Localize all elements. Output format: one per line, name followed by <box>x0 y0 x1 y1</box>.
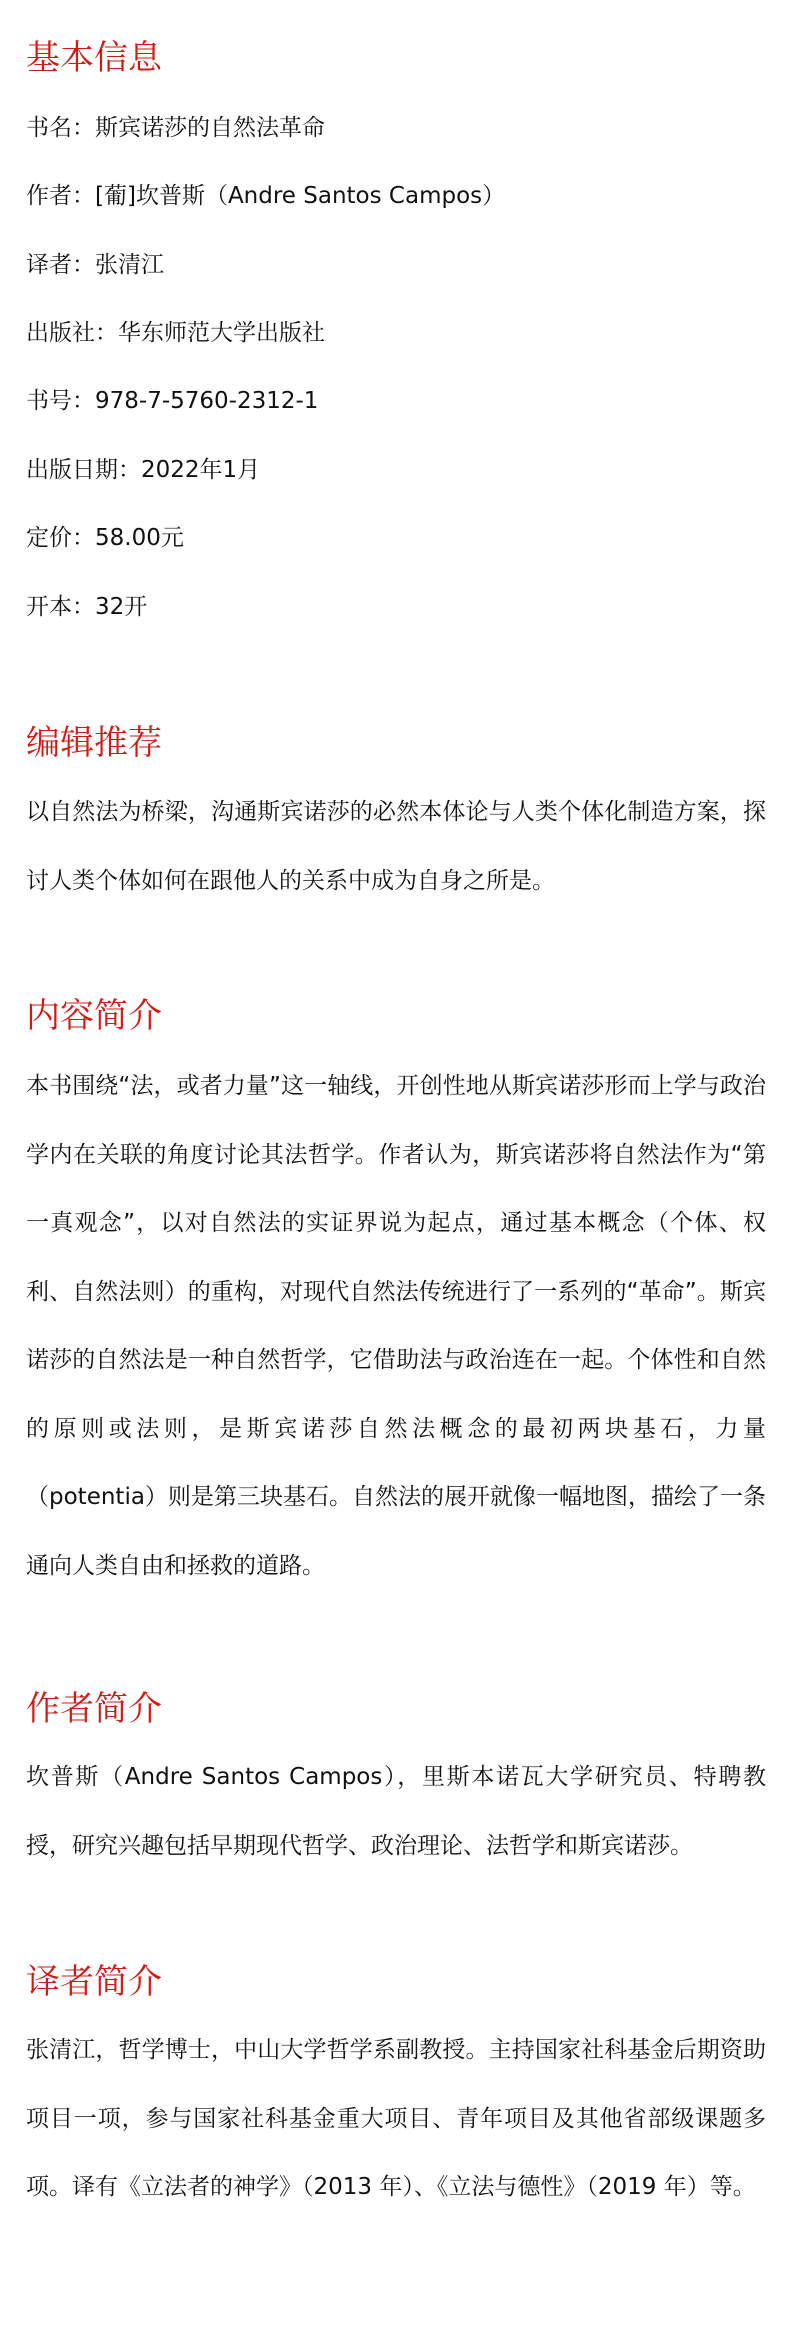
info-format: 开本：32开 <box>26 594 148 620</box>
content-summary-heading: 内容简介 <box>26 996 162 1036</box>
translator-intro-text: 张清江，哲学博士，中山大学哲学系副教授。主持国家社科基金后期资助项目一项，参与国家社科基金重大项目、青年项目及其他省部级课题多项。译有《立法者的神学》（2013 年）、《立法与德性》（2019 年）等。 <box>26 2037 766 2200</box>
basic-info-heading: 基本信息 <box>26 38 162 78</box>
info-price: 定价：58.00元 <box>26 525 184 551</box>
editor-recommendation-text: 以自然法为桥梁，沟通斯宾诺莎的必然本体论与人类个体化制造方案，探讨人类个体如何在跟他人的关系中成为自身之所是。 <box>26 799 766 894</box>
info-author: 作者：[葡]坎普斯（Andre Santos Campos） <box>26 183 506 209</box>
content-summary-text: 本书围绕“法，或者力量”这一轴线，开创性地从斯宾诺莎形而上学与政治学内在关联的角度讨论其法哲学。作者认为，斯宾诺莎将自然法作为“第一真观念”，以对自然法的实证界说为起点，通过基本概念（个体、权利、自然法则）的重构，对现代自然法传统进行了一系列的“革命”。斯宾诺莎的自然法是一种自然哲学，它借助法与政治连在一起。个体性和自然的原则或法则，是斯宾诺莎自然法概念的最初两块基石，力量（potentia）则是第三块基石。自然法的展开就像一幅地图，描绘了一条通向人类自由和拯救的道路。 <box>26 1073 766 1579</box>
info-isbn: 书号：978-7-5760-2312-1 <box>26 388 319 414</box>
editor-recommendation-heading: 编辑推荐 <box>26 723 162 763</box>
info-title: 书名：斯宾诺莎的自然法革命 <box>26 115 325 141</box>
author-intro-heading: 作者简介 <box>26 1689 162 1729</box>
info-translator: 译者：张清江 <box>26 252 164 278</box>
info-publisher: 出版社：华东师范大学出版社 <box>26 320 325 346</box>
translator-intro-heading: 译者简介 <box>26 1962 162 2002</box>
author-intro-text: 坎普斯（Andre Santos Campos），里斯本诺瓦大学研究员、特聘教授，研究兴趣包括早期现代哲学、政治理论、法哲学和斯宾诺莎。 <box>26 1764 766 1859</box>
info-publish-date: 出版日期：2022年1月 <box>26 457 261 483</box>
